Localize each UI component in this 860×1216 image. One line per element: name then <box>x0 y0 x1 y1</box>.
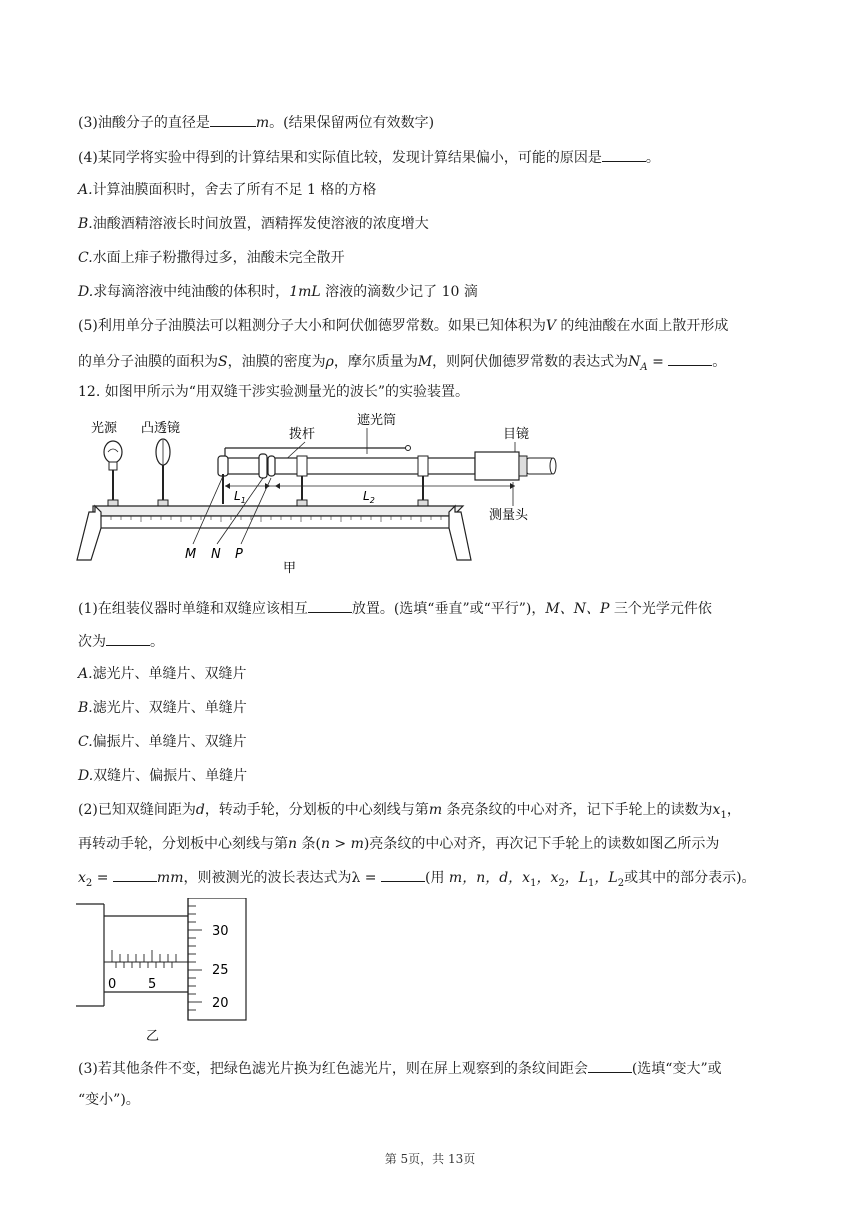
q12-intro: 12. 如图甲所示为“用双缝干涉实验测量光的波长”的实验装置。 <box>78 384 470 400</box>
figure-caption-yi: 乙 <box>146 1029 160 1044</box>
q11-part3: (3)油酸分子的直径是 m。(结果保留两位有效数字) <box>78 111 434 133</box>
label-eyepiece: 目镜 <box>503 427 530 442</box>
q12-part2-line3: $x_2$ = mm，则被测光的波长表达式为λ = (用 m，n，d，$x_1$，$x_2$，$L_1$，$L_2$或其中的部分表示)。 <box>78 866 756 894</box>
page-footer: 第 5页，共 13页 <box>384 1152 476 1166</box>
thimble-scale-30: 30 <box>212 924 229 939</box>
q11-part5-line1: (5)利用单分子油膜法可以粗测分子大小和阿伏伽德罗常数。如果已知体积为V 的纯油酸在水面上散开形成 <box>78 318 729 334</box>
q11-option-b: B.油酸酒精溶液长时间放置，酒精挥发使溶液的浓度增大 <box>78 216 429 232</box>
label-l1: $L_1$ <box>234 489 246 505</box>
q11-option-a: A.计算油膜面积时，舍去了所有不足 1 格的方格 <box>78 182 377 198</box>
label-n: N <box>211 547 221 562</box>
label-measure-head: 测量头 <box>489 508 529 523</box>
q12-part2-line2: 再转动手轮，分划板中心刻线与第n 条(n > m)亮条纹的中心对齐，再次记下手轮上的读数如图乙所示为 <box>78 836 720 852</box>
main-scale-5: 5 <box>148 977 157 992</box>
q12-option-d: D.双缝片、偏振片、单缝片 <box>78 768 248 784</box>
answer-blank[interactable] <box>668 350 712 366</box>
q12-part1-line1: (1)在组装仪器时单缝和双缝应该相互 放置。(选填“垂直”或“平行”)，M、N、P 三个光学元件依 <box>78 597 712 619</box>
q11-option-c: C.水面上痱子粉撒得过多，油酸未完全散开 <box>78 250 345 266</box>
label-m: M <box>185 547 197 562</box>
q11-part5-line2: 的单分子油膜的面积为S，油膜的密度为ρ，摩尔质量为M，则阿伏伽德罗常数的表达式为$N_A$ = 。 <box>78 350 726 378</box>
answer-blank[interactable] <box>308 597 352 613</box>
q12-option-a: A.滤光片、单缝片、双缝片 <box>78 666 247 682</box>
figure-double-slit-apparatus <box>75 412 560 582</box>
label-lever: 拨杆 <box>289 427 316 442</box>
q12-part3-line1: (3)若其他条件不变，把绿色滤光片换为红色滤光片，则在屏上观察到的条纹间距会 (选填“变大”或 <box>78 1057 722 1079</box>
figure-caption-jia: 甲 <box>283 561 297 576</box>
q11-part4: (4)某同学将实验中得到的计算结果和实际值比较，发现计算结果偏小，可能的原因是 。 <box>78 146 660 168</box>
answer-blank[interactable] <box>602 146 646 162</box>
answer-blank[interactable] <box>210 111 256 127</box>
figure-micrometer-reading <box>76 898 251 1048</box>
q11-option-d: D.求每滴溶液中纯油酸的体积时，1mL 溶液的滴数少记了 10 滴 <box>78 284 478 300</box>
label-light-tube: 遮光筒 <box>357 413 397 428</box>
label-convex-lens: 凸透镜 <box>141 421 181 436</box>
q12-part3-line2: “变小”)。 <box>78 1092 140 1108</box>
thimble-scale-20: 20 <box>212 996 229 1011</box>
answer-blank[interactable] <box>106 630 150 646</box>
q12-option-b: B.滤光片、双缝片、单缝片 <box>78 700 247 716</box>
label-light-source: 光源 <box>91 421 118 436</box>
answer-blank[interactable] <box>113 866 157 882</box>
thimble-scale-25: 25 <box>212 963 229 978</box>
q12-part2-line1: (2)已知双缝间距为d，转动手轮，分划板的中心刻线与第m 条亮条纹的中心对齐，记下手轮上的读数为$x_1$， <box>78 802 741 821</box>
label-l2: $L_2$ <box>363 489 375 505</box>
label-p: P <box>235 547 243 562</box>
q12-option-c: C.偏振片、单缝片、双缝片 <box>78 734 247 750</box>
q12-part1-line2: 次为 。 <box>78 630 164 652</box>
main-scale-0: 0 <box>108 977 117 992</box>
answer-blank[interactable] <box>381 866 425 882</box>
answer-blank[interactable] <box>588 1057 632 1073</box>
